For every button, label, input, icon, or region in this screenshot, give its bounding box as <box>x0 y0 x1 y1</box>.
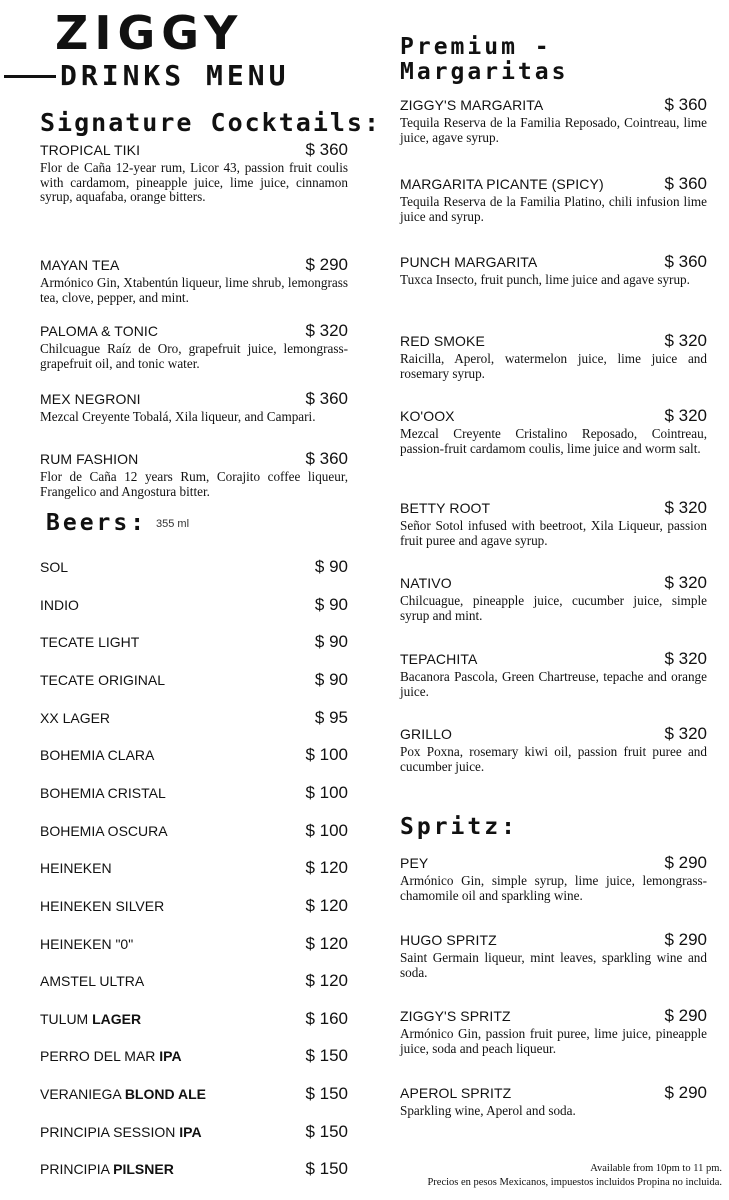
item-description: Sparkling wine, Aperol and soda. <box>400 1103 576 1118</box>
item-name: RED SMOKE <box>400 333 485 349</box>
beer-row <box>40 632 348 652</box>
item-name: MEX NEGRONI <box>40 391 141 407</box>
item-description: Flor de Caña 12-year rum, Licor 43, passion fruit coulis with cardamom, pineapple juice, lime juice, cinnamon syrup, aquafaba, orange bitters. <box>40 160 348 204</box>
item-name: HUGO SPRITZ <box>400 932 497 948</box>
item-name: NATIVO <box>400 575 452 591</box>
beer-name: INDIO <box>40 597 79 613</box>
beer-row <box>40 595 348 615</box>
item-name: ZIGGY'S MARGARITA <box>400 97 544 113</box>
beer-price: $ 150 <box>305 1159 348 1178</box>
item-price: $ 360 <box>305 449 348 468</box>
item-price: $ 320 <box>664 573 707 592</box>
item-name: GRILLO <box>400 726 452 742</box>
item-name: ZIGGY'S SPRITZ <box>400 1008 511 1024</box>
menu-item <box>400 853 707 903</box>
beer-price: $ 90 <box>314 557 348 576</box>
availability-note: Available from 10pm to 11 pm. <box>590 1163 722 1174</box>
beer-row <box>40 1084 348 1104</box>
menu-item <box>40 449 348 499</box>
item-price: $ 360 <box>305 140 348 159</box>
beer-style: PILSNER <box>113 1161 174 1177</box>
menu-subtitle-text: DRINKS MENU <box>60 59 290 92</box>
item-description: Armónico Gin, Xtabentún liqueur, lime shrub, lemongrass tea, clove, pepper, and mint. <box>40 275 348 305</box>
item-description: Mezcal Creyente Tobalá, Xila liqueur, and Campari. <box>40 409 316 424</box>
menu-item <box>400 573 707 623</box>
item-name: RUM FASHION <box>40 451 139 467</box>
item-price: $ 360 <box>664 95 707 114</box>
beer-name: VERANIEGA <box>40 1086 125 1102</box>
title-dash <box>4 75 56 78</box>
beer-row <box>40 934 348 954</box>
beer-row <box>40 708 348 728</box>
item-price: $ 360 <box>305 389 348 408</box>
item-price: $ 290 <box>664 1006 707 1025</box>
item-price: $ 320 <box>664 724 707 743</box>
beer-name: HEINEKEN <box>40 860 112 876</box>
beer-name: HEINEKEN "0" <box>40 936 134 952</box>
item-price: $ 320 <box>664 649 707 668</box>
beer-name: AMSTEL ULTRA <box>40 973 145 989</box>
beer-price: $ 100 <box>305 745 348 764</box>
item-description: Tequila Reserva de la Familia Reposado, Cointreau, lime juice, agave syrup. <box>400 115 707 145</box>
beer-price: $ 150 <box>305 1122 348 1141</box>
beer-row <box>40 783 348 803</box>
beer-price: $ 120 <box>305 858 348 877</box>
menu-item <box>400 252 707 288</box>
beer-style: IPA <box>159 1048 182 1064</box>
brand-logo: ZIGGY <box>55 6 244 60</box>
beer-name: HEINEKEN SILVER <box>40 898 165 914</box>
menu-item <box>400 649 707 699</box>
beer-row <box>40 670 348 690</box>
beer-price: $ 100 <box>305 821 348 840</box>
margaritas-title-line1: Premium - <box>400 34 552 60</box>
beers-size-note: 355 ml <box>156 518 190 530</box>
item-description: Señor Sotol infused with beetroot, Xila Liqueur, passion fruit puree and agave syrup. <box>400 518 707 548</box>
item-name: PEY <box>400 855 429 871</box>
menu-item <box>400 1083 707 1119</box>
beer-name: PERRO DEL MAR <box>40 1048 160 1064</box>
item-name: PALOMA & TONIC <box>40 323 159 339</box>
beer-style: BLOND ALE <box>124 1086 206 1102</box>
beer-name: BOHEMIA CRISTAL <box>40 785 166 801</box>
item-name: MAYAN TEA <box>40 257 120 273</box>
beer-price: $ 160 <box>305 1009 348 1028</box>
item-description: Mezcal Creyente Cristalino Reposado, Cointreau, passion-fruit cardamom coulis, lime juice and worm salt. <box>400 426 707 456</box>
item-description: Flor de Caña 12 years Rum, Corajito coffee liqueur, Frangelico and Angostura bitter. <box>40 469 348 499</box>
menu-item <box>400 498 707 548</box>
beer-name: BOHEMIA CLARA <box>40 747 155 763</box>
item-description: Tuxca Insecto, fruit punch, lime juice and agave syrup. <box>400 272 690 287</box>
item-description: Armónico Gin, simple syrup, lime juice, lemongrass-chamomile oil and sparkling wine. <box>400 873 707 903</box>
item-description: Chilcuague Raíz de Oro, grapefruit juice, lemongrass-grapefruit oil, and tonic water. <box>40 341 348 371</box>
item-description: Bacanora Pascola, Green Chartreuse, tepache and orange juice. <box>400 669 707 699</box>
beer-name: TECATE LIGHT <box>40 634 140 650</box>
beer-price: $ 150 <box>305 1084 348 1103</box>
beer-name: XX LAGER <box>40 710 111 726</box>
item-price: $ 360 <box>664 174 707 193</box>
item-name: KO'OOX <box>400 408 455 424</box>
item-price: $ 290 <box>664 1083 707 1102</box>
item-name: BETTY ROOT <box>400 500 491 516</box>
beer-row <box>40 1046 348 1066</box>
menu-item <box>400 930 707 980</box>
beer-row <box>40 1009 348 1029</box>
item-name: TEPACHITA <box>400 651 478 667</box>
beer-price: $ 120 <box>305 934 348 953</box>
spritz-title: Spritz: <box>400 814 518 840</box>
menu-item <box>400 724 707 774</box>
item-description: Raicilla, Aperol, watermelon juice, lime juice and rosemary syrup. <box>400 351 707 381</box>
beer-row <box>40 821 348 841</box>
item-price: $ 290 <box>664 930 707 949</box>
item-price: $ 320 <box>664 498 707 517</box>
menu-item <box>400 406 707 456</box>
beer-name: BOHEMIA OSCURA <box>40 823 168 839</box>
beer-style: IPA <box>179 1124 202 1140</box>
beer-price: $ 150 <box>305 1046 348 1065</box>
menu-item <box>40 389 348 425</box>
item-name: PUNCH MARGARITA <box>400 254 538 270</box>
item-price: $ 320 <box>305 321 348 340</box>
beer-row <box>40 971 348 991</box>
footer-note <box>427 1162 722 1190</box>
price-disclaimer: Precios en pesos Mexicanos, impuestos incluidos Propina no incluida. <box>427 1177 722 1188</box>
beer-row <box>40 1159 348 1179</box>
beer-row <box>40 557 348 577</box>
menu-item <box>400 1006 707 1056</box>
menu-item <box>400 174 707 224</box>
beer-style: LAGER <box>92 1011 142 1027</box>
beer-price: $ 90 <box>314 595 348 614</box>
menu-item <box>40 321 348 371</box>
item-description: Chilcuague, pineapple juice, cucumber juice, simple syrup and mint. <box>400 593 707 623</box>
beer-row <box>40 858 348 878</box>
beer-name: SOL <box>40 559 69 575</box>
beer-price: $ 100 <box>305 783 348 802</box>
beer-price: $ 90 <box>314 670 348 689</box>
beer-name: TECATE ORIGINAL <box>40 672 165 688</box>
menu-item <box>400 95 707 145</box>
beer-name: TULUM <box>40 1011 93 1027</box>
item-price: $ 320 <box>664 331 707 350</box>
menu-item <box>40 255 348 305</box>
item-name: MARGARITA PICANTE (SPICY) <box>400 176 604 192</box>
item-description: Pox Poxna, rosemary kiwi oil, passion fruit puree and cucumber juice. <box>400 744 707 774</box>
signature-cocktails-title: Signature Cocktails: <box>40 108 382 137</box>
beer-price: $ 120 <box>305 896 348 915</box>
item-name: TROPICAL TIKI <box>40 142 141 158</box>
beer-row <box>40 896 348 916</box>
item-price: $ 290 <box>305 255 348 274</box>
beer-price: $ 90 <box>314 632 348 651</box>
margaritas-title-line2: Margaritas <box>400 59 569 85</box>
menu-item <box>400 331 707 381</box>
beer-price: $ 95 <box>314 708 348 727</box>
item-description: Tequila Reserva de la Familia Platino, chili infusion lime juice and syrup. <box>400 194 707 224</box>
beer-name: PRINCIPIA <box>40 1161 114 1177</box>
beer-row <box>40 745 348 765</box>
item-price: $ 320 <box>664 406 707 425</box>
item-price: $ 360 <box>664 252 707 271</box>
beer-price: $ 120 <box>305 971 348 990</box>
menu-subtitle <box>4 59 290 92</box>
beer-name: PRINCIPIA SESSION <box>40 1124 180 1140</box>
item-name: APEROL SPRITZ <box>400 1085 512 1101</box>
item-price: $ 290 <box>664 853 707 872</box>
item-description: Armónico Gin, passion fruit puree, lime juice, pineapple juice, soda and peach liqueur. <box>400 1026 707 1056</box>
item-description: Saint Germain liqueur, mint leaves, sparkling wine and soda. <box>400 950 707 980</box>
beers-title: Beers: <box>46 510 148 536</box>
beer-row <box>40 1122 348 1142</box>
menu-item <box>40 140 348 205</box>
